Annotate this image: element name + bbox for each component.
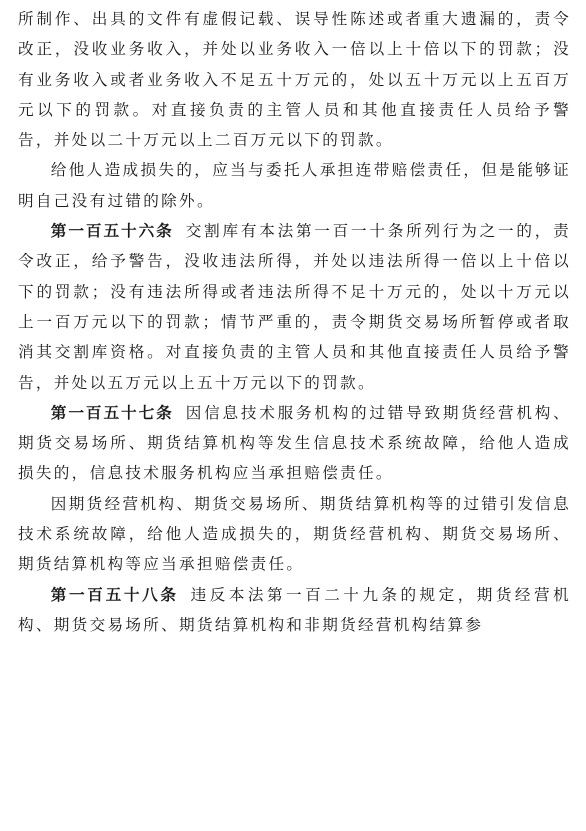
article-156-number: 第一百五十六条 <box>50 222 174 241</box>
article-158 <box>18 580 571 641</box>
paragraph-157-2-text: 因期货经营机构、期货交易场所、期货结算机构等的过错引发信息技术系统故障，给他人造成损失的，期货经营机构、期货交易场所、期货结算机构等应当承担赔偿责任。 <box>18 494 571 574</box>
paragraph-2 <box>18 155 571 216</box>
article-156-text: 交割库有本法第一百一十条所列行为之一的，责令改正，给予警告，没收违法所得，并处以违法所得一倍以上十倍以下的罚款；没有违法所得或者违法所得不足十万元的，处以十万元以上一百万元以下的罚款；情节严重的，责令期货交易场所暂停或者取消其交割库资格。对直接负责的主管人员和其他直接责任人员给予警告，并处以五万元以上五十万元以下的罚款。 <box>18 222 571 392</box>
paragraph-1 <box>18 4 571 155</box>
document-page <box>18 4 571 640</box>
article-157-text: 因信息技术服务机构的过错导致期货经营机构、期货交易场所、期货结算机构等发生信息技术系统故障，给他人造成损失的，信息技术服务机构应当承担赔偿责任。 <box>18 403 571 483</box>
paragraph-2-text: 给他人造成损失的，应当与委托人承担连带赔偿责任，但是能够证明自己没有过错的除外。 <box>18 161 571 210</box>
paragraph-1-text: 所制作、出具的文件有虚假记载、误导性陈述或者重大遗漏的，责令改正，没收业务收入，并处以业务收入一倍以上十倍以下的罚款；没有业务收入或者业务收入不足五十万元的，处以五十万元以上五百万元以下的罚款。对直接负责的主管人员和其他直接责任人员给予警告，并处以二十万元以上二百万元以下的罚款。 <box>18 10 571 150</box>
article-157 <box>18 398 571 489</box>
paragraph-157-2 <box>18 489 571 580</box>
article-157-number: 第一百五十七条 <box>50 403 174 422</box>
article-158-number: 第一百五十八条 <box>50 585 179 604</box>
article-158-text: 违反本法第一百二十九条的规定，期货经营机构、期货交易场所、期货结算机构和非期货经营机构结算参 <box>18 585 571 634</box>
article-156 <box>18 216 571 398</box>
